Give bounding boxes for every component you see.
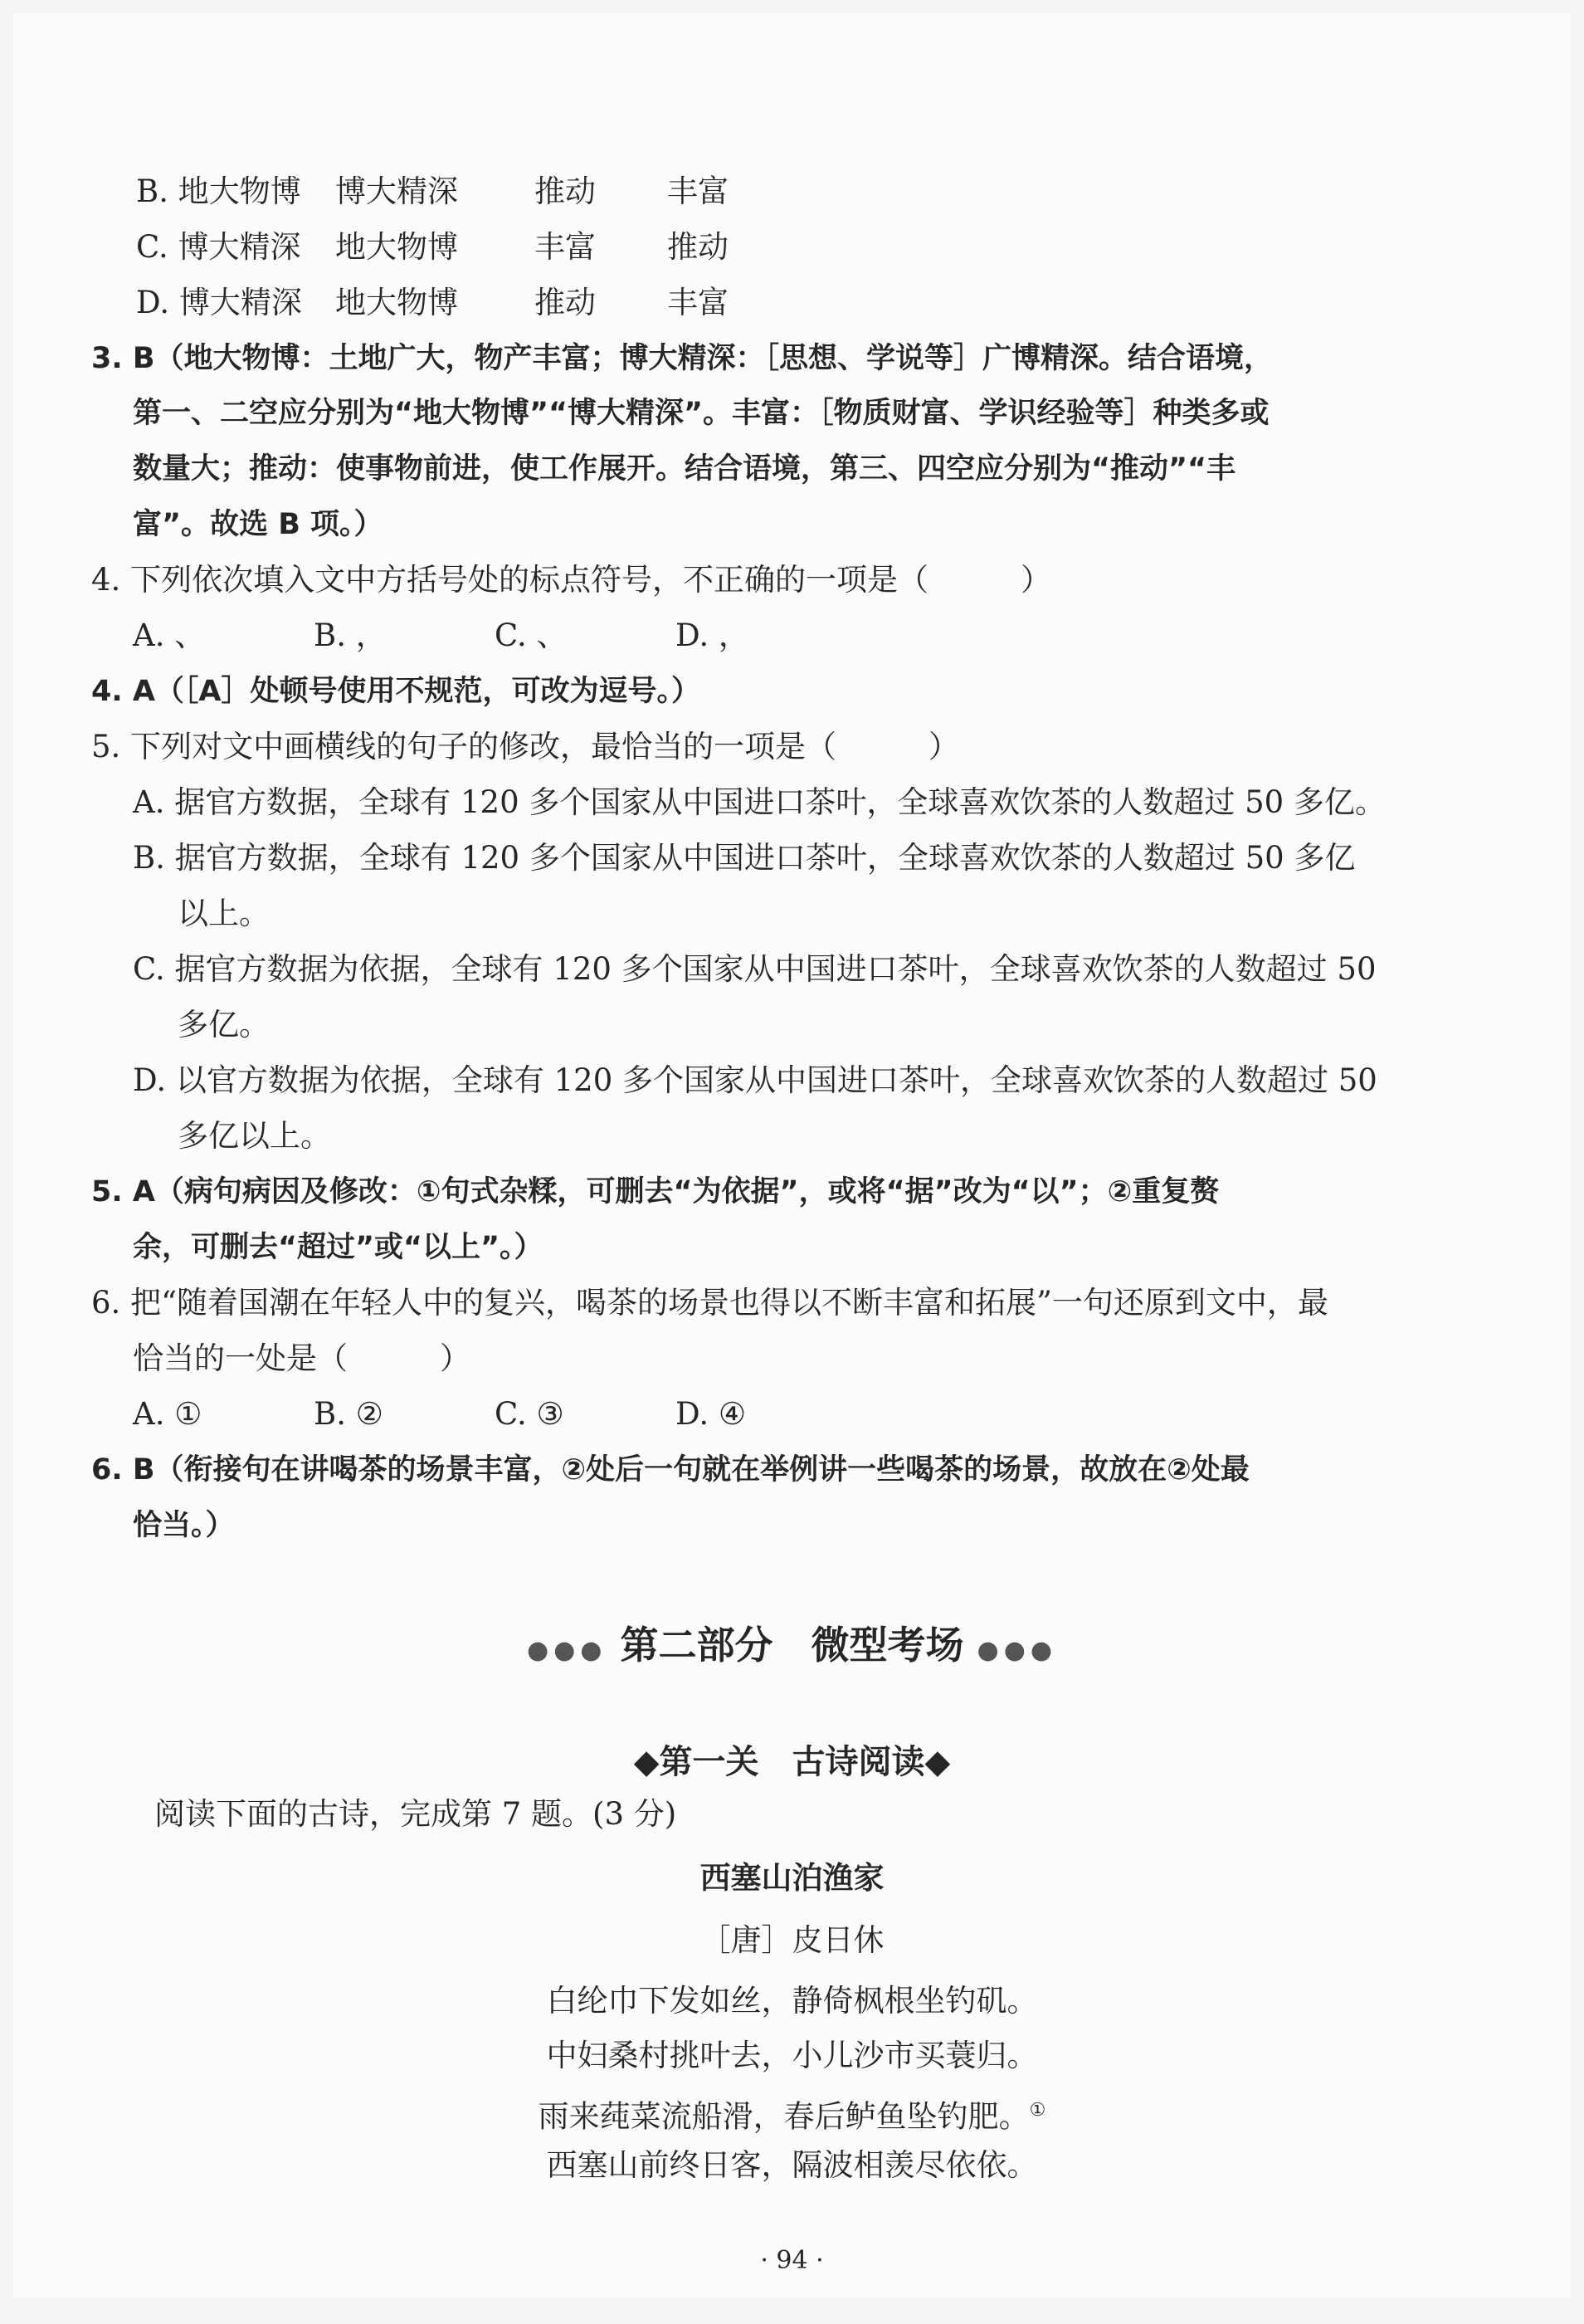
q5-option-b-line-1: B. 据官方数据，全球有 120 多个国家从中国进口茶叶，全球喜欢饮茶的人数超过 50 多亿 <box>133 840 1356 876</box>
q2-b-1: B. 地大物博 <box>136 173 301 209</box>
section-one-title: ◆第一关 古诗阅读◆ <box>633 1743 951 1781</box>
q2-option-d <box>136 282 729 324</box>
q2-b-4: 丰富 <box>667 173 729 209</box>
question-6-stem-line-2: 恰当的一处是（ ） <box>133 1340 470 1376</box>
poem-author: ［唐］皮日休 <box>699 1922 885 1958</box>
q2-d-4: 丰富 <box>667 285 729 320</box>
q5-option-d-line-2: 多亿以上。 <box>178 1118 331 1154</box>
answer-5-line-2: 余，可删去“超过”或“以上”。） <box>133 1231 543 1264</box>
q5-option-c-line-2: 多亿。 <box>178 1007 270 1042</box>
q2-option-c <box>136 227 729 268</box>
q5-option-d-line-1: D. 以官方数据为依据，全球有 120 多个国家从中国进口茶叶，全球喜欢饮茶的人数超过 50 <box>133 1062 1377 1098</box>
q6-option-c: C. ③ <box>495 1396 564 1432</box>
q5-option-b-line-2: 以上。 <box>178 896 270 931</box>
q2-b-2: 博大精深 <box>335 173 458 209</box>
answer-5-line-1: 5. A（病句病因及修改：①句式杂糅，可删去“为依据”，或将“据”改为“以”；②重复赘 <box>91 1175 1220 1208</box>
q2-d-1: D. 博大精深 <box>136 285 302 320</box>
reading-instruction: 阅读下面的古诗，完成第 7 题。(3 分) <box>154 1796 677 1832</box>
document-page <box>13 13 1571 2297</box>
poem-line-3-row <box>13 2090 1571 2137</box>
q2-c-1: C. 博大精深 <box>136 229 301 265</box>
part-two-header <box>13 1615 1571 1670</box>
header-dots-left: ●●● <box>526 1636 607 1665</box>
answer-3-line-1: 3. B（地大物博：土地广大，物产丰富；博大精深：［思想、学说等］广博精深。结合语境， <box>91 342 1274 375</box>
q6-option-a: A. ① <box>133 1396 202 1432</box>
part-two-title: 第二部分 微型考场 <box>620 1623 964 1667</box>
q2-d-2: 地大物博 <box>335 285 458 320</box>
q5-option-c-line-1: C. 据官方数据为依据，全球有 120 多个国家从中国进口茶叶，全球喜欢饮茶的人数超过 50 <box>133 951 1377 987</box>
poem-line-4: 西塞山前终日客，隔波相羡尽依依。 <box>546 2147 1038 2183</box>
question-4-options <box>133 615 856 657</box>
page-number: · 94 · <box>760 2246 824 2275</box>
q2-b-3: 推动 <box>534 173 596 209</box>
q4-option-d: D. ， <box>675 618 749 653</box>
poem-line-1: 白纶巾下发如丝，静倚枫根坐钓矶。 <box>546 1983 1038 2019</box>
q4-option-b: B. ， <box>314 618 387 653</box>
question-6-options <box>133 1394 856 1435</box>
q6-option-d: D. ④ <box>675 1396 747 1432</box>
answer-4: 4. A（［A］处顿号使用不规范，可改为逗号。） <box>91 675 701 708</box>
answer-6-line-2: 恰当。） <box>133 1509 235 1542</box>
q5-option-a: A. 据官方数据，全球有 120 多个国家从中国进口茶叶，全球喜欢饮茶的人数超过 50 多亿。 <box>133 784 1386 820</box>
header-dots-right: ●●● <box>977 1636 1058 1665</box>
q4-option-a: A. 、 <box>133 618 206 653</box>
question-5-stem: 5. 下列对文中画横线的句子的修改，最恰当的一项是（ ） <box>91 729 960 764</box>
answer-3-line-3: 数量大；推动：使事物前进，使工作展开。结合语境，第三、四空应分别为“推动”“丰 <box>133 452 1236 486</box>
poem-title: 西塞山泊渔家 <box>699 1860 885 1896</box>
poem-line-2: 中妇桑村挑叶去，小儿沙市买蓑归。 <box>546 2038 1038 2073</box>
q2-option-b <box>136 171 729 212</box>
answer-3-line-4: 富”。故选 B 项。） <box>133 508 383 541</box>
q2-c-3: 丰富 <box>534 229 596 265</box>
answer-6-line-1: 6. B（衔接句在讲喝茶的场景丰富，②处后一句就在举例讲一些喝茶的场景，故放在②处最 <box>91 1453 1250 1487</box>
q2-d-3: 推动 <box>534 285 596 320</box>
footnote-mark: ① <box>1029 2100 1046 2121</box>
question-4-stem: 4. 下列依次填入文中方括号处的标点符号，不正确的一项是（ ） <box>91 562 1052 598</box>
answer-3-line-2: 第一、二空应分别为“地大物博”“博大精深”。丰富：［物质财富、学识经验等］种类多或 <box>133 397 1270 430</box>
q2-c-2: 地大物博 <box>335 229 458 265</box>
poem-line-3: 雨来莼菜流船滑，春后鲈鱼坠钓肥。 <box>538 2098 1030 2135</box>
q6-option-b: B. ② <box>314 1396 383 1432</box>
q4-option-c: C. 、 <box>495 618 568 653</box>
question-6-stem-line-1: 6. 把“随着国潮在年轻人中的复兴，喝茶的场景也得以不断丰富和拓展”一句还原到文中，最 <box>91 1285 1328 1321</box>
q2-c-4: 推动 <box>667 229 729 265</box>
